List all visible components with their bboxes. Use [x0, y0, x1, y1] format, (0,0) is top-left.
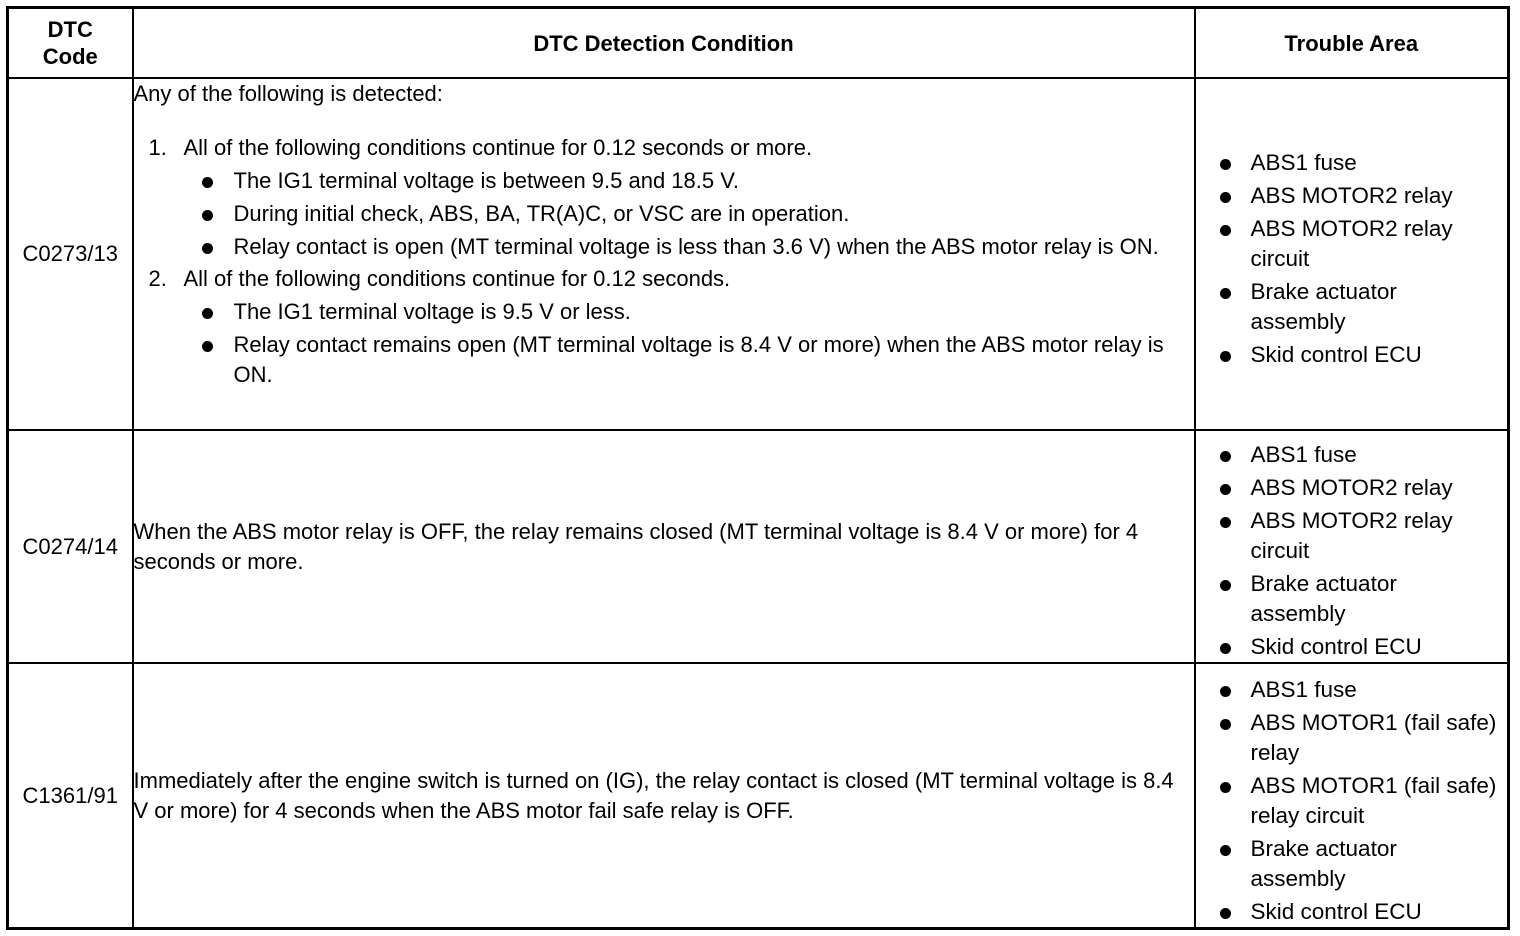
trouble-area-item: ABS MOTOR2 relay [1196, 473, 1508, 503]
trouble-area-item: Skid control ECU [1196, 340, 1508, 370]
sub-condition: Relay contact remains open (MT terminal voltage is 8.4 V or more) when the ABS motor relay is ON. [134, 330, 1194, 390]
sub-condition: During initial check, ABS, BA, TR(A)C, or VSC are in operation. [134, 199, 1194, 229]
bullet-icon [1220, 908, 1231, 919]
bullet-icon [1220, 159, 1231, 170]
table-row [8, 78, 1509, 430]
trouble-area-item: ABS1 fuse [1196, 148, 1508, 178]
bullet-icon [202, 341, 213, 352]
bullet-icon [1220, 351, 1231, 362]
trouble-area-item: Brake actuator assembly [1196, 834, 1508, 894]
sub-condition: Relay contact is open (MT terminal voltage is less than 3.6 V) when the ABS motor relay is ON. [134, 232, 1194, 262]
bullet-icon [1220, 580, 1231, 591]
dtc-table [6, 6, 1510, 930]
header-row [8, 8, 1509, 79]
trouble-area-item: Brake actuator assembly [1196, 569, 1508, 629]
trouble-area-item: ABS MOTOR1 (fail safe) relay [1196, 708, 1508, 768]
detection-condition [133, 78, 1195, 430]
trouble-area-list [1196, 431, 1508, 662]
sub-condition-list [134, 297, 1194, 390]
dtc-code: C1361/91 [8, 663, 133, 929]
bullet-icon [1220, 288, 1231, 299]
sub-condition: The IG1 terminal voltage is between 9.5 and 18.5 V. [134, 166, 1194, 196]
sub-condition-list [134, 166, 1194, 262]
bullet-icon [1220, 686, 1231, 697]
bullet-icon [1220, 845, 1231, 856]
item-text: All of the following conditions continue for 0.12 seconds. [183, 266, 731, 291]
condition-item [134, 133, 1194, 163]
trouble-area [1195, 663, 1509, 929]
header-trouble-area: Trouble Area [1195, 8, 1509, 79]
bullet-icon [202, 308, 213, 319]
trouble-area-item: ABS1 fuse [1196, 440, 1508, 470]
trouble-area-item: ABS MOTOR2 relay circuit [1196, 214, 1508, 274]
detection-condition: Immediately after the engine switch is turned on (IG), the relay contact is closed (MT terminal voltage is 8.4 V or more) for 4 seconds when the ABS motor fail safe relay is OFF. [133, 663, 1195, 929]
dtc-code: C0274/14 [8, 430, 133, 663]
condition-item [134, 264, 1194, 294]
bullet-icon [1220, 643, 1231, 654]
trouble-area-item: ABS MOTOR2 relay [1196, 181, 1508, 211]
condition-intro: Any of the following is detected: [133, 81, 443, 106]
bullet-icon [1220, 719, 1231, 730]
trouble-area-item: ABS MOTOR2 relay circuit [1196, 506, 1508, 566]
bullet-icon [1220, 782, 1231, 793]
trouble-area-item: Skid control ECU [1196, 897, 1508, 927]
bullet-icon [1220, 484, 1231, 495]
trouble-area-list [1196, 79, 1508, 370]
dtc-code: C0273/13 [8, 78, 133, 430]
detection-condition: When the ABS motor relay is OFF, the relay remains closed (MT terminal voltage is 8.4 V or more) for 4 seconds or more. [133, 430, 1195, 663]
header-condition: DTC Detection Condition [133, 8, 1195, 79]
bullet-icon [202, 243, 213, 254]
item-text: All of the following conditions continue for 0.12 seconds or more. [183, 135, 813, 160]
bullet-icon [1220, 225, 1231, 236]
bullet-icon [202, 177, 213, 188]
trouble-area-item: ABS1 fuse [1196, 675, 1508, 705]
trouble-area-item: ABS MOTOR1 (fail safe) relay circuit [1196, 771, 1508, 831]
trouble-area [1195, 430, 1509, 663]
bullet-icon [202, 210, 213, 221]
item-number: 1. [148, 135, 167, 160]
header-code: DTC Code [8, 8, 133, 79]
trouble-area-item: Brake actuator assembly [1196, 277, 1508, 337]
bullet-icon [1220, 451, 1231, 462]
sub-condition: The IG1 terminal voltage is 9.5 V or less. [134, 297, 1194, 327]
trouble-area-list [1196, 664, 1508, 927]
item-number: 2. [148, 266, 167, 291]
trouble-area [1195, 78, 1509, 430]
bullet-icon [1220, 517, 1231, 528]
table-row [8, 430, 1509, 663]
table-row [8, 663, 1509, 929]
bullet-icon [1220, 192, 1231, 203]
trouble-area-item: Skid control ECU [1196, 632, 1508, 662]
